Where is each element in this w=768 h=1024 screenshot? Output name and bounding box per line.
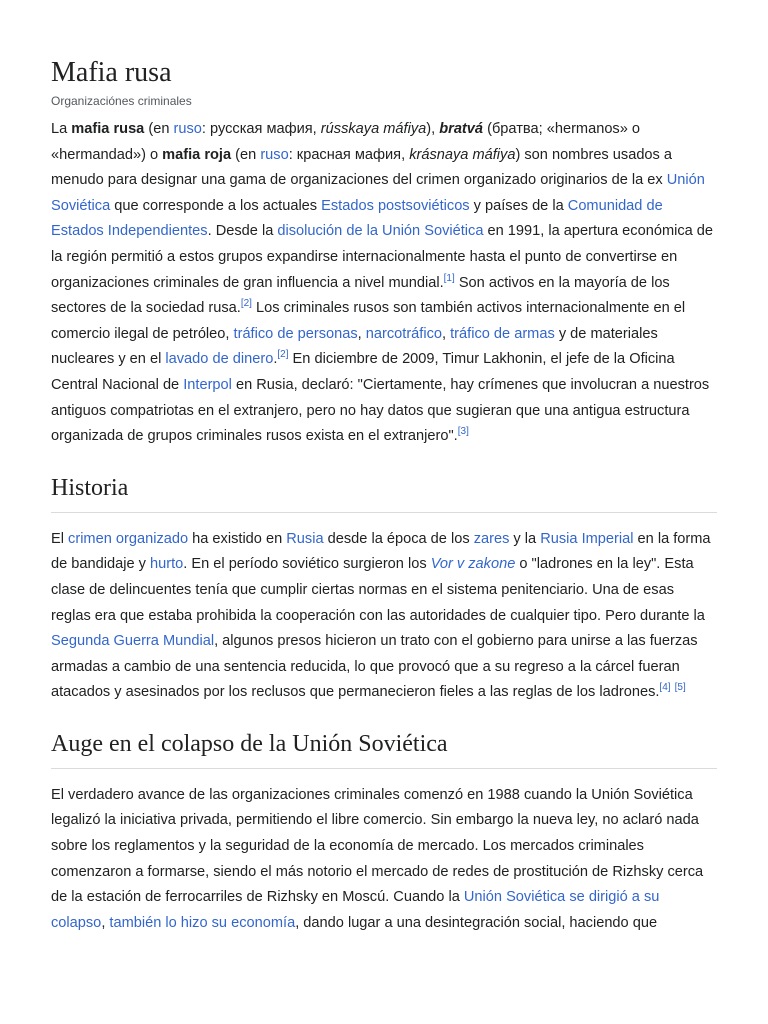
link-economia[interactable]: también lo hizo su economía (109, 914, 296, 931)
link-trafico-personas[interactable]: tráfico de personas (233, 325, 358, 342)
text: y la (509, 530, 541, 547)
text: , (357, 325, 366, 342)
text: . Desde la (207, 223, 278, 240)
link-rusia[interactable]: Rusia (286, 530, 324, 547)
section-heading-auge: Auge en el colapso de la Unión Soviética (51, 730, 717, 769)
link-disolucion[interactable]: disolución de la Unión Soviética (277, 223, 484, 240)
text: ) son nombres usados a menudo para designar una gama de organizaciones del crimen organizado originarios de la ex (51, 146, 673, 189)
link-union-sovietica[interactable]: Unión Soviética (51, 172, 705, 214)
intro-paragraph (51, 117, 717, 450)
link-ruso[interactable]: ruso (173, 121, 202, 137)
link-text: Vor v zakone (430, 556, 516, 573)
section-heading-historia: Historia (51, 474, 717, 513)
link-interpol[interactable]: Interpol (183, 376, 232, 393)
text: La (51, 121, 72, 137)
text: o "ladrones en la ley". Esta clase de delincuentes tenía que cumplir ciertas normas en el sistema penitenciario. Una de esas reglas era que estaba prohibida la cooperación con las autoridades de cualquier tipo. Pero durante la (51, 556, 705, 624)
auge-paragraph (51, 783, 717, 937)
page-title: Mafia rusa (51, 57, 172, 88)
text: El (51, 530, 69, 547)
italic-term: krásnaya máfiya (409, 146, 516, 163)
text: ), (426, 121, 440, 137)
bold-term: mafia roja (162, 146, 232, 163)
text: y países de la (469, 197, 568, 214)
link-crimen-organizado[interactable]: crimen organizado (68, 530, 189, 547)
text: en 1991, la apertura económica de la región permitió a estos grupos expandirse internacionalmente hasta el punto de convertirse en organizaciones criminales de gran influencia a nivel mundial. (51, 223, 714, 291)
reference-link[interactable]: [2] (240, 298, 252, 310)
link-zares[interactable]: zares (473, 530, 510, 547)
reference-link[interactable]: [3] (457, 426, 469, 438)
text: ha existido en (188, 530, 287, 547)
link-estados-postsovieticos[interactable]: Estados postsoviéticos (321, 197, 470, 214)
text: desde la época de los (323, 530, 474, 547)
reference-link[interactable]: [4] (659, 682, 671, 694)
text: . (273, 351, 278, 368)
link-cei[interactable]: Comunidad de Estados Independientes (51, 197, 663, 240)
link-lavado-dinero[interactable]: lavado de dinero (165, 351, 274, 368)
page-subtitle: Organizaciónes criminales (51, 94, 192, 108)
link-rusia-imperial[interactable]: Rusia Imperial (540, 530, 634, 547)
text: (en (231, 146, 261, 163)
text: (братва; «hermanos» o «hermandad») o (51, 121, 641, 163)
text: . En el período soviético surgieron los (183, 556, 431, 573)
link-narcotrafico[interactable]: narcotráfico (365, 325, 443, 342)
text: en la forma de bandidaje y (51, 530, 711, 573)
text: (en (144, 121, 174, 137)
text: , (101, 914, 110, 931)
text: : красная мафия, (288, 146, 410, 163)
link-colapso[interactable]: Unión Soviética se dirigió a su colapso (51, 889, 660, 931)
text: que corresponde a los actuales (110, 197, 322, 214)
bold-term: mafia rusa (71, 121, 145, 137)
text: Son activos en la mayoría de los sectores de la sociedad rusa. (51, 274, 670, 317)
link-ruso[interactable]: ruso (260, 146, 289, 163)
link-vor-v-zakone[interactable] (431, 556, 516, 572)
text: y de materiales nucleares y en el (51, 325, 658, 368)
italic-term: rússkaya máfiya (320, 121, 427, 137)
historia-paragraph (51, 527, 717, 706)
text: En diciembre de 2009, Timur Lakhonin, el jefe de la Oficina Central Nacional de (51, 351, 675, 393)
reference-link[interactable]: [2] (277, 349, 289, 361)
link-trafico-armas[interactable]: tráfico de armas (450, 325, 555, 342)
text: en Rusia, declaró: "Ciertamente, hay crímenes que involucran a nuestros antiguos compatriotas en el extranjero, pero no hay datos que sugieran que una antigua estructura organizada de grupos criminales rusos exista en el extranjero". (51, 376, 710, 445)
text: , (442, 325, 451, 342)
reference-link[interactable]: [5] (674, 682, 686, 694)
link-hurto[interactable]: hurto (150, 556, 184, 573)
text: El verdadero avance de las organizaciones criminales comenzó en 1988 cuando la Unión Soviética legalizó la iniciativa privada, permitiendo el libre comercio. Sin embargo la nueva ley, no aclaró nada sobre los reglamentos y la seguridad de la economía de mercado. Los mercados criminales comenzaron a formarse, siendo el más notorio el mercado de redes de prostitución de Rizhsky cerca de la estación de ferrocarriles de Rizhsky en Moscú. Cuando la (51, 786, 704, 906)
text: , algunos presos hicieron un trato con el gobierno para unirse a las fuerzas armadas a cambio de una sentencia reducida, lo que provocó que a su regreso a la cárcel fueran atacados y asesinados por los reclusos que permanecieron fieles a las reglas de los ladrones. (51, 633, 698, 701)
reference-link[interactable]: [1] (443, 272, 455, 284)
link-segunda-guerra[interactable]: Segunda Guerra Mundial (51, 633, 215, 650)
bold-italic-term: bratvá (439, 121, 484, 137)
text: : русская мафия, (201, 121, 321, 137)
text: Los criminales rusos son también activos internacionalmente en el comercio ilegal de petróleo, (51, 300, 686, 342)
text: , dando lugar a una desintegración social, haciendo que (295, 914, 658, 931)
